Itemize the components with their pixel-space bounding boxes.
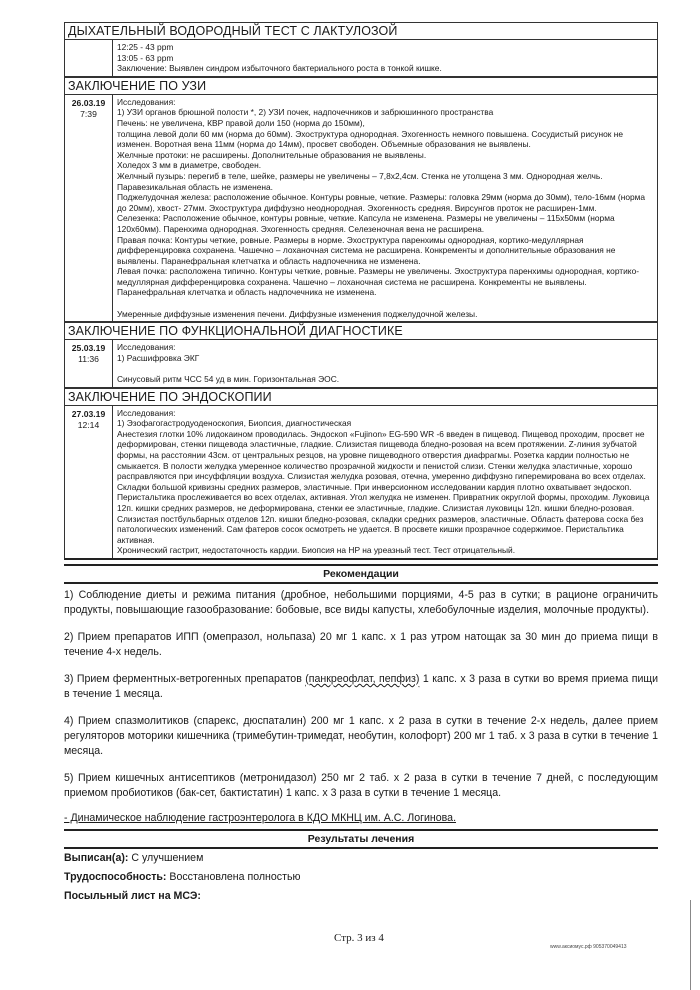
endoscopy-title: ЗАКЛЮЧЕНИЕ ПО ЭНДОСКОПИИ xyxy=(64,388,658,405)
breath-test-body xyxy=(64,39,658,77)
endoscopy-date-column xyxy=(65,406,113,558)
functional-date: 25.03.19 xyxy=(71,343,106,354)
functional-time: 11:36 xyxy=(78,354,99,365)
breath-test-text xyxy=(113,40,657,76)
endoscopy-date: 27.03.19 xyxy=(71,408,106,419)
endoscopy-line: Исследования: xyxy=(117,407,176,418)
ultrasound-line: Поджелудочная железа: расположение обычное. Контуры ровные, четкие. Размеры: головка 29мм (норма до 30мм), тело-16мм (норма до 20мм), хвост- 27мм. Эхоструктура диффузно неоднородная. Эхогенность средняя. Вирсунгов проток не расширен-1мм. xyxy=(117,192,646,213)
endoscopy-line: 1) Эзофагогастродуоденоскопия, Биопсия, диагностическая xyxy=(117,418,352,429)
endoscopy-text xyxy=(113,406,657,558)
ultrasound-date: 26.03.19 xyxy=(71,97,106,108)
ultrasound-line: Печень: не увеличена, КВР правой доли 150 (норма до 150мм), xyxy=(117,117,365,128)
ultrasound-text xyxy=(113,95,657,321)
result-row-mse-referral xyxy=(64,887,658,906)
discharge-document-page xyxy=(64,22,658,906)
ultrasound-line: толщина левой доли 60 мм (норма до 60мм). Эхоструктура однородная. Эхогенность немного повышена. Сосудистый рисунок не изменен. Воротная вена 11мм (норма до 14мм), просвет свободен. Объемные образования не выявлены. xyxy=(117,128,624,150)
scan-edge-line xyxy=(690,900,691,990)
recommendation-item: 4) Прием спазмолитиков (спарекс, дюспаталин) 200 мг 1 капс. х 2 раза в сутки в течение 2-х недель, далее прием регуляторов моторики кишечника (тримебутин-тримедат, необутин, колофорт) 200 мг 1 таб. х 3 раза в сутки в течение 1 месяца. xyxy=(64,714,658,757)
ultrasound-conclusion: Умеренные диффузные изменения печени. Диффузные изменения поджелудочной железы. xyxy=(117,308,478,319)
functional-conclusion: Синусовый ритм ЧСС 54 уд в мин. Горизонтальная ЭОС. xyxy=(117,374,340,385)
recommendation-item: 5) Прием кишечных антисептиков (метронидазол) 250 мг 2 таб. х 2 раза в сутки в течение 7 дней, с последующим приемом пробиотиков (бак-сет, бактистатин) 1 капс. х 3 раза в сутки в течение 1 месяца. xyxy=(64,771,658,799)
ultrasound-line: Холедох 3 мм в диаметре, свободен. xyxy=(117,160,262,171)
ultrasound-time: 7:39 xyxy=(80,108,97,119)
result-label: Посыльный лист на МСЭ: xyxy=(64,889,201,902)
ultrasound-body xyxy=(64,94,658,322)
functional-diagnostics-title: ЗАКЛЮЧЕНИЕ ПО ФУНКЦИОНАЛЬНОЙ ДИАГНОСТИКЕ xyxy=(64,322,658,339)
ultrasound-line: Желчный пузырь: перегиб в теле, шейке, размеры не увеличены – 7,8х2,4см. Стенка не утолщена 3 мм. Однородная желчь. Паравезикальная область не изменена. xyxy=(117,170,603,192)
ultrasound-line: Правая почка: Контуры четкие, ровные. Размеры в норме. Эхоструктура паренхимы однородная, кортико-медуллярная дифференцировка сохранена. Чашечно – лоханочная система не расширена. Конкременты и дополнительные образования не выявлены. Паранефральная клетчатка и область надпочечника не изменена. xyxy=(117,234,616,266)
ultrasound-line: Желчные протоки: не расширены. Дополнительные образования не выявлены. xyxy=(117,149,427,160)
document-code: www.аксиомус.рф 905370049413 xyxy=(550,944,627,950)
result-value: С улучшением xyxy=(131,851,204,864)
recommendations-title: Рекомендации xyxy=(64,564,658,584)
ultrasound-line: Селезенка: Расположение обычное, контуры ровные, четкие. Капсула не изменена. Размеры не увеличены – 115х50мм (норма 120х60мм). Паренхима однородная. Эхогенность средняя. Селезеночная вена не расширена. xyxy=(117,213,615,234)
recommendation-item xyxy=(64,672,658,702)
endoscopy-body xyxy=(64,405,658,560)
ultrasound-line: 1) УЗИ органов брюшной полости *, 2) УЗИ почек, надпочечников и забрюшинного пространства xyxy=(117,107,494,118)
breath-test-conclusion: Заключение: Выявлен синдром избыточного бактериального роста в тонкой кишке. xyxy=(117,63,442,74)
result-value: Восстановлена полностью xyxy=(169,870,301,883)
endoscopy-time: 12:14 xyxy=(77,419,100,430)
endoscopy-conclusion: Хронический гастрит, недостаточность кардии. Биопсия на HP на уреазный тест. Тест отрицательный. xyxy=(117,545,516,556)
breath-test-line: 12:25 - 43 ppm xyxy=(117,42,174,52)
functional-date-column xyxy=(65,340,113,386)
endoscopy-line: Анестезия глотки 10% лидокаином проводилась. Эндоскоп «Fujinon» EG-590 WR -6 введен в пищевод. Пищевод проходим, просвет не деформирован, стенки пищевода эластичные, гладкие. Слизистая пищевода бледно-розовая на всем протяжении. Z-линия зубчатой формы, на расстоянии 43см. от центральных резцов, на уровне пищеводного отверстия диафрагмы. Розетка кардии полностью не смыкается. В полости желудка умеренное количество прозрачной жидкости и пенистой слизи. Стенки желудка эластичные, хорошо расправляются при инсуффляции воздуха. Слизистая желудка розовая, отечна, умеренно диффузно гиперемирована во всех отделах. Складки большой кривизны средних размеров, эластичные. При инверсионном исследовании кардия плотно охватывает эндоскоп. Перистальтика прослеживается во всех отделах, активная. Угол желудка не изменен. Привратник округлой формы, проходим. Луковица 12п. кишки средних размеров, не деформирована, стенки ее эластичные, гладкие. Слизистая луковицы 12п. кишки бледно-розовая. Слизистая постбульбарных отделов 12п. кишки бледно-розовая, складки средних размеров, эластичные. Область фатерова соска без патологических изменений. Сам фатеров сосок осмотреть не удается. В просвете кишки прозрачное содержимое. Перистальтика активная. xyxy=(117,428,650,545)
page-number: Стр. 3 из 4 xyxy=(334,932,384,944)
treatment-results-title: Результаты лечения xyxy=(64,829,658,849)
breath-test-title: ДЫХАТЕЛЬНЫЙ ВОДОРОДНЫЙ ТЕСТ С ЛАКТУЛОЗОЙ xyxy=(64,22,658,39)
result-row-discharged xyxy=(64,849,658,868)
functional-diagnostics-body xyxy=(64,339,658,387)
breath-test-date-column xyxy=(65,40,113,76)
recommendation-item: 2) Прием препаратов ИПП (омепразол, нольпаза) 20 мг 1 капс. х 1 раз утром натощак за 30 мин до приема пищи в течение 4-х недель. xyxy=(64,630,658,658)
ultrasound-line: Левая почка: расположена типично. Контуры четкие, ровные. Размеры не увеличены. Эхоструктура паренхимы однородная, кортико-медуллярная дифференцировка сохранена. Чашечно – лоханочная система не расширена. Конкременты не выявлены. Паранефральная клетчатка и область надпочечника не изменена. xyxy=(117,266,640,298)
functional-line: 1) Расшифровка ЭКГ xyxy=(117,352,200,363)
result-row-work-capacity xyxy=(64,868,658,887)
result-label: Выписан(а): xyxy=(64,851,129,864)
recommendation-item-3-start: 3) Прием ферментных-ветрогенных препаратов xyxy=(64,672,306,685)
result-label: Трудоспособность: xyxy=(64,870,167,883)
functional-line: Исследования: xyxy=(117,342,176,353)
ultrasound-line: Исследования: xyxy=(117,96,176,107)
recommendation-item-3-end: 1 капс. х 3 раза в сутки во время приема пищи в течение 1 месяца. xyxy=(64,672,658,700)
functional-text xyxy=(113,340,657,386)
ultrasound-title: ЗАКЛЮЧЕНИЕ ПО УЗИ xyxy=(64,77,658,94)
followup-recommendation: - Динамическое наблюдение гастроэнтеролога в КДО МКНЦ им. А.С. Логинова. xyxy=(64,811,457,824)
breath-test-line: 13:05 - 63 ppm xyxy=(117,52,174,63)
ultrasound-date-column xyxy=(65,95,113,321)
recommendation-item: 1) Соблюдение диеты и режима питания (дробное, небольшими порциями, 4-5 раз в сутки; в рационе ограничить продукты, повышающие газообразование: бобовые, все виды капусты, хлебобулочные изделия, молочные продукты). xyxy=(64,588,658,616)
recommendation-item-3-underlined: (панкреофлат, пепфиз) xyxy=(305,672,420,685)
